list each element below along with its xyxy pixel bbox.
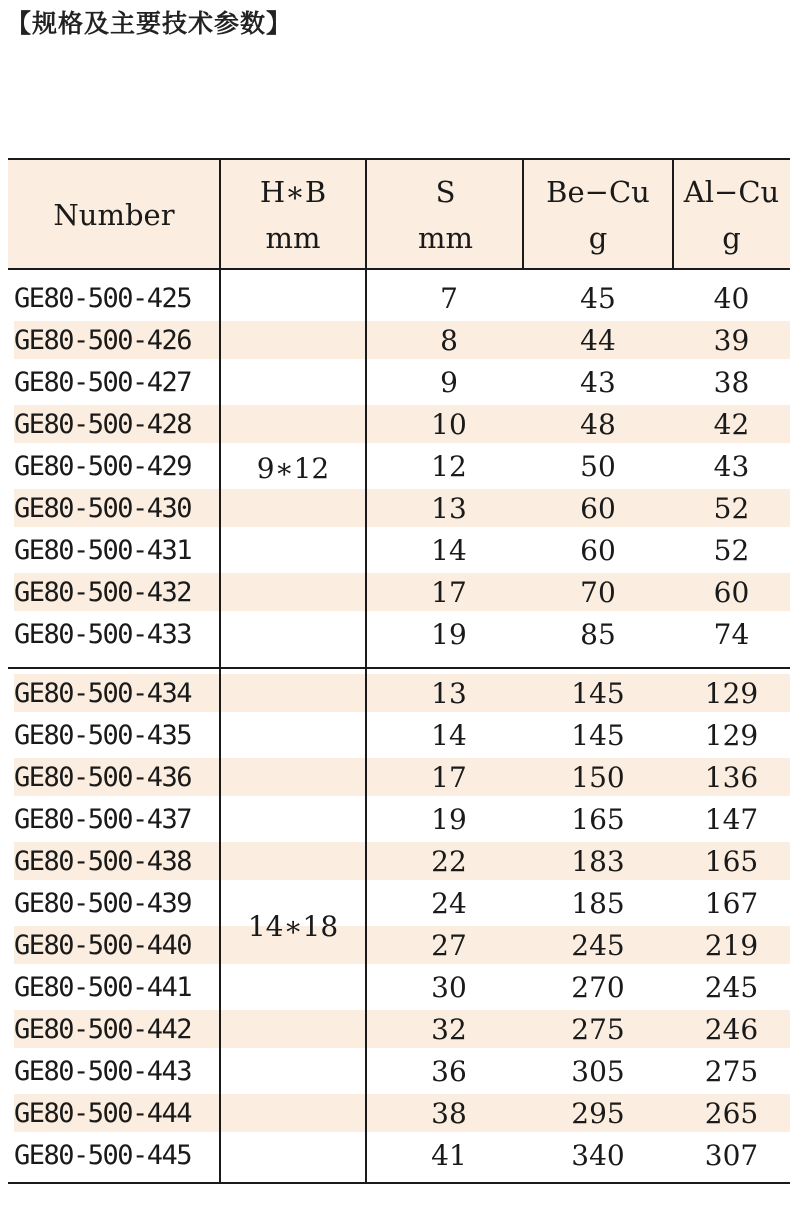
table-row: [8, 841, 790, 883]
cell-s: 27: [431, 929, 467, 962]
header-divider-3: [522, 158, 524, 270]
table-row: [8, 488, 790, 530]
header-hb-label: H∗B: [259, 175, 327, 209]
cell-s: 17: [431, 761, 467, 794]
table-row: [8, 967, 790, 1009]
cell-becu: 183: [571, 845, 625, 878]
group-divider: [8, 667, 790, 669]
cell-alcu: 42: [713, 408, 750, 441]
cell-s: 9: [440, 366, 458, 399]
column-divider-2: [365, 158, 367, 1184]
table-row: [8, 883, 790, 925]
cell-alcu: 147: [704, 803, 759, 836]
cell-s: 7: [440, 282, 458, 315]
cell-number: GE80-500-434: [14, 678, 192, 709]
cell-number: GE80-500-437: [14, 804, 192, 835]
table-row: [8, 572, 790, 614]
section-title: 【规格及主要技术参数】: [6, 9, 293, 38]
cell-s: 19: [431, 803, 467, 836]
header-becu: [523, 160, 673, 270]
table-row: [8, 1135, 790, 1177]
cell-alcu: 219: [704, 929, 759, 962]
cell-s: 19: [431, 618, 467, 651]
header-hb: [220, 160, 366, 270]
cell-s: 30: [431, 971, 467, 1004]
cell-number: GE80-500-428: [14, 409, 192, 440]
cell-number: GE80-500-441: [14, 972, 192, 1003]
cell-alcu: 265: [704, 1097, 759, 1130]
cell-alcu: 38: [713, 366, 750, 399]
cell-number: GE80-500-432: [14, 577, 192, 608]
table-row: [8, 614, 790, 656]
table-row: [8, 715, 790, 757]
cell-alcu: 129: [704, 677, 759, 710]
cell-alcu: 52: [713, 534, 750, 567]
table-row: [8, 673, 790, 715]
table-row: [8, 530, 790, 572]
cell-becu: 48: [580, 408, 616, 441]
cell-number: GE80-500-431: [14, 535, 192, 566]
cell-alcu: 307: [704, 1139, 759, 1172]
table-row: [8, 404, 790, 446]
header-number-label: Number: [53, 198, 175, 232]
cell-s: 38: [431, 1097, 467, 1130]
cell-number: GE80-500-435: [14, 720, 192, 751]
table-row: [8, 446, 790, 488]
table-row: [8, 320, 790, 362]
header-becu-label: Be−Cu: [546, 175, 650, 209]
cell-becu: 60: [580, 492, 616, 525]
header-alcu-unit: g: [722, 221, 741, 255]
header-s: [368, 160, 523, 270]
table-row: [8, 1051, 790, 1093]
cell-becu: 275: [571, 1013, 625, 1046]
table-row: [8, 757, 790, 799]
cell-becu: 70: [580, 576, 616, 609]
cell-number: GE80-500-433: [14, 619, 192, 650]
cell-becu: 43: [580, 366, 616, 399]
cell-alcu: 136: [704, 761, 759, 794]
table-row: [8, 1093, 790, 1135]
table-row: [8, 799, 790, 841]
cell-number: GE80-500-438: [14, 846, 192, 877]
header-s-label: S: [435, 175, 456, 209]
cell-s: 13: [431, 492, 467, 525]
header-alcu-label: Al−Cu: [683, 175, 780, 209]
header-hb-unit: mm: [265, 221, 321, 255]
cell-s: 36: [431, 1055, 467, 1088]
cell-number: GE80-500-430: [14, 493, 192, 524]
table-row: [8, 925, 790, 967]
cell-alcu: 129: [704, 719, 759, 752]
cell-becu: 145: [571, 677, 625, 710]
cell-becu: 245: [571, 929, 625, 962]
header-number: [8, 160, 220, 270]
cell-number: GE80-500-443: [14, 1056, 192, 1087]
cell-number: GE80-500-436: [14, 762, 192, 793]
cell-alcu: 40: [713, 282, 750, 315]
cell-number: GE80-500-429: [14, 451, 192, 482]
cell-number: GE80-500-444: [14, 1098, 192, 1129]
header-becu-unit: g: [588, 221, 608, 255]
cell-s: 24: [431, 887, 467, 920]
cell-number: GE80-500-442: [14, 1014, 192, 1045]
cell-becu: 145: [571, 719, 625, 752]
header-alcu: [673, 160, 790, 270]
table-row: [8, 1009, 790, 1051]
cell-alcu: 245: [704, 971, 759, 1004]
cell-number: GE80-500-439: [14, 888, 192, 919]
cell-becu: 150: [571, 761, 625, 794]
cell-alcu: 39: [713, 324, 750, 357]
cell-becu: 44: [580, 324, 616, 357]
cell-becu: 60: [580, 534, 616, 567]
cell-alcu: 165: [704, 845, 759, 878]
cell-number: GE80-500-426: [14, 325, 192, 356]
cell-number: GE80-500-445: [14, 1140, 192, 1171]
header-s-unit: mm: [418, 221, 473, 255]
cell-alcu: 246: [704, 1013, 759, 1046]
column-divider-1: [219, 158, 221, 1184]
cell-alcu: 167: [704, 887, 759, 920]
group-hb-2: 14∗18: [247, 909, 339, 943]
cell-s: 13: [431, 677, 467, 710]
cell-becu: 165: [571, 803, 625, 836]
cell-number: GE80-500-427: [14, 367, 192, 398]
cell-s: 14: [431, 534, 467, 567]
cell-becu: 270: [571, 971, 625, 1004]
cell-number: GE80-500-440: [14, 930, 192, 961]
table-row: [8, 362, 790, 404]
cell-number: GE80-500-425: [14, 283, 192, 314]
group-hb-1: 9∗12: [256, 452, 330, 485]
cell-s: 10: [431, 408, 467, 441]
cell-alcu: 74: [713, 618, 750, 651]
cell-s: 14: [431, 719, 467, 752]
cell-becu: 305: [571, 1055, 625, 1088]
cell-s: 41: [431, 1139, 467, 1172]
table-bottom-border: [8, 1182, 790, 1184]
header-divider-4: [672, 158, 674, 270]
cell-s: 22: [431, 845, 467, 878]
cell-becu: 340: [571, 1139, 625, 1172]
cell-becu: 185: [571, 887, 625, 920]
cell-s: 12: [431, 450, 467, 483]
cell-alcu: 52: [713, 492, 750, 525]
table-row: [8, 278, 790, 320]
cell-becu: 295: [571, 1097, 625, 1130]
cell-becu: 45: [580, 282, 616, 315]
cell-alcu: 43: [713, 450, 750, 483]
cell-s: 17: [431, 576, 467, 609]
cell-becu: 50: [580, 450, 616, 483]
cell-alcu: 275: [704, 1055, 759, 1088]
cell-becu: 85: [580, 618, 616, 651]
cell-s: 8: [440, 324, 458, 357]
cell-s: 32: [431, 1013, 467, 1046]
cell-alcu: 60: [713, 576, 750, 609]
